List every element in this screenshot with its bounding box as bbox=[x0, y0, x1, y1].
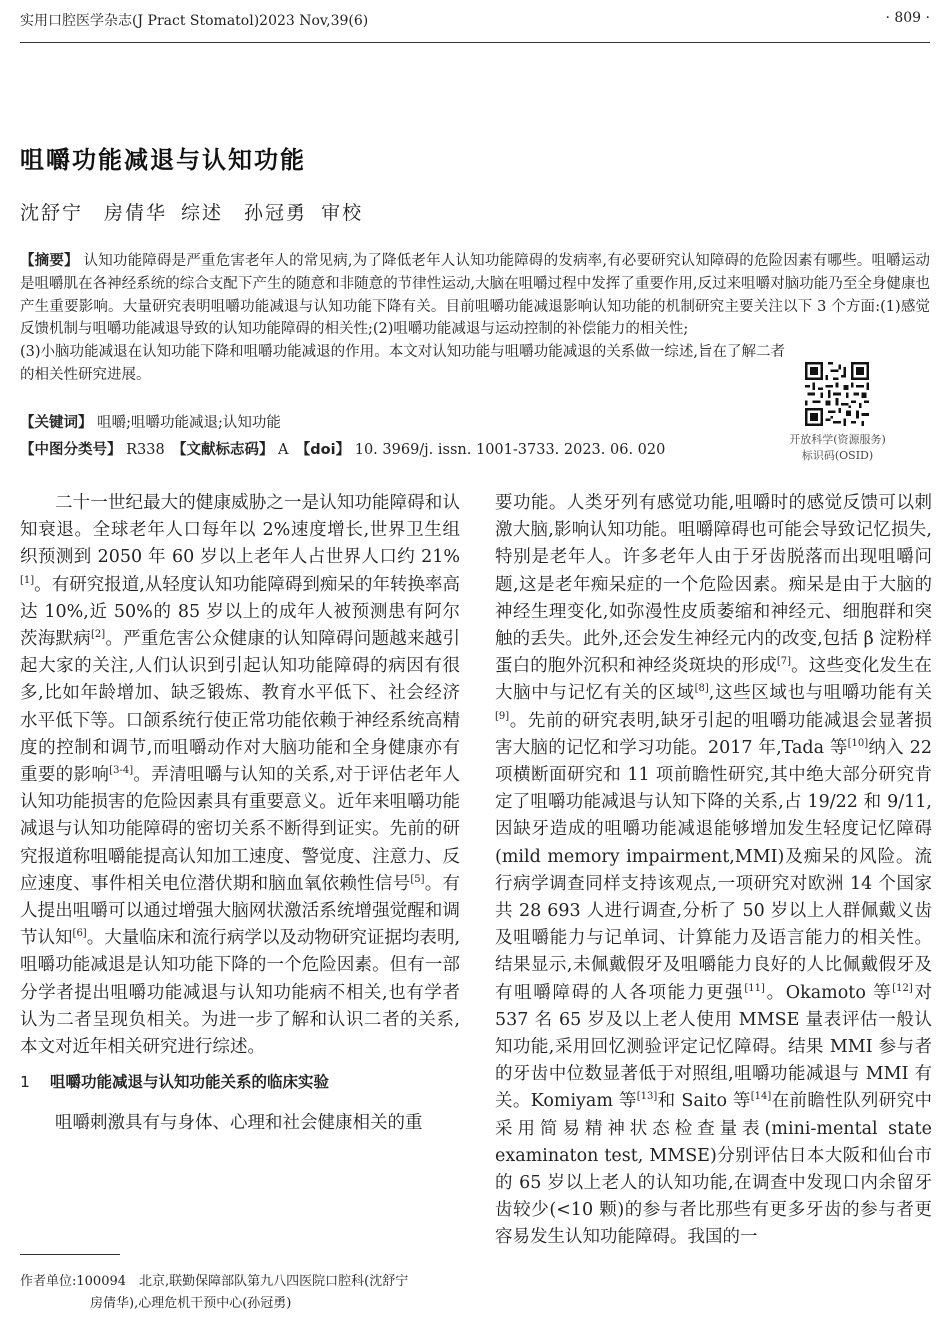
text-run: 在前瞻性队列研究中采用简易精神状态检查量表(mini-mental state examinaton test, MMSE)分别评估日本大阪和仙台市的 65 岁以上老人的认知功能,在调查中发现口内余留牙齿较少(<10 颗)的参与者比那些有更多牙齿的参与者更容易发生认知功能障碍。我国的一 bbox=[495, 1091, 932, 1248]
text-run: 二十一世纪最大的健康威胁之一是认知功能障碍和认知衰退。全球老年人口每年以 2%速度增长,世界卫生组织预测到 2050 年 60 岁以上老年人占世界人口约 21% bbox=[20, 493, 460, 568]
doi-label: 【doi】 bbox=[303, 442, 351, 458]
abstract bbox=[20, 250, 930, 387]
abstract-label: 【摘要】 bbox=[20, 253, 79, 269]
document-code-value: A bbox=[273, 442, 304, 458]
page-number: · 809 · bbox=[885, 10, 930, 26]
text-run: 。Okamoto 等 bbox=[764, 982, 893, 1003]
citation-ref[interactable]: [12] bbox=[892, 982, 913, 994]
section-number: 1 bbox=[20, 1073, 30, 1092]
citation-ref[interactable]: [8] bbox=[694, 683, 709, 695]
text-run: 。大量临床和流行病学以及动物研究证据均表明,咀嚼功能减退是认知功能下降的一个危险因素。但有一部分学者提出咀嚼功能减退与认知功能病不相关,也有学者认为二者呈现负相关。为进一步了解和认识二者的关系,本文对近年相关研究进行综述。 bbox=[20, 928, 461, 1058]
body-right-column bbox=[495, 490, 932, 1252]
qr-caption bbox=[775, 432, 900, 464]
continued-paragraph bbox=[495, 490, 932, 1252]
text-run: 。先前的研究表明,缺牙引起的咀嚼功能减退会显著损害大脑的记忆和学习功能。2017 年,Tada 等 bbox=[495, 710, 932, 758]
article-title: 咀嚼功能减退与认知功能 bbox=[20, 146, 306, 174]
text-run: 和 Saito 等 bbox=[657, 1091, 751, 1112]
citation-ref[interactable]: [5] bbox=[410, 873, 425, 885]
text-run: 对 537 名 65 岁及以上老人使用 MMSE 量表评估一般认知功能,采用回忆测验评定记忆障碍。结果 MMI 参与者的牙齿中位数显著低于对照组,咀嚼功能减退与 MMI 有关。Komiyam 等 bbox=[495, 982, 932, 1112]
citation-ref[interactable]: [13] bbox=[636, 1091, 658, 1103]
citation-ref[interactable]: [6] bbox=[72, 928, 87, 940]
classification-line bbox=[20, 439, 665, 461]
abstract-text-continued: (3)小脑功能减退在认知功能下降和咀嚼功能减退的作用。本文对认知功能与咀嚼功能减退的关系做一综述,旨在了解二者的相关性研究进展。 bbox=[20, 344, 785, 383]
footnote-line1: 作者单位:100094 北京,联勤保障部队第九八四医院口腔科(沈舒宁 bbox=[20, 1274, 409, 1289]
journal-citation: 实用口腔医学杂志(J Pract Stomatol)2023 Nov,39(6) bbox=[20, 13, 369, 29]
citation-ref[interactable]: [14] bbox=[750, 1091, 772, 1103]
header-rule bbox=[20, 42, 930, 43]
document-code-label: 【文献标志码】 bbox=[179, 442, 274, 458]
text-run: 要功能。人类牙列有感觉功能,咀嚼时的感觉反馈可以刺激大脑,影响认知功能。咀嚼障碍也可能会导致记忆损失,特别是老年人。许多老年人由于牙齿脱落而出现咀嚼问题,这是老年痴呆症的一个危险因素。痴呆是由于大脑的神经生理变化,如弥漫性皮质萎缩和神经元、细胞群和突触的丢失。此外,还会发生神经元内的改变,包括 β 淀粉样蛋白的胞外沉积和神经炎斑块的形成 bbox=[495, 493, 932, 677]
footnote-rule bbox=[20, 1254, 120, 1255]
citation-ref[interactable]: [9] bbox=[495, 710, 510, 722]
qr-code-icon[interactable] bbox=[805, 362, 869, 426]
text-run: 。有人提出咀嚼可以通过增强大脑网状激活系统增强觉醒和调节认知 bbox=[20, 873, 461, 949]
keywords-label: 【关键词】 bbox=[20, 415, 93, 431]
keywords bbox=[20, 412, 281, 434]
qr-caption-line2: 标识码(OSID) bbox=[801, 449, 874, 462]
text-run: 。这些变化发生在大脑中与记忆有关的区域 bbox=[495, 656, 933, 704]
text-run: 。有研究报道,从轻度认知功能障碍到痴呆的年转换率高达 10%,近 50%的 85 岁以上的成年人被预测患有阿尔茨海默病 bbox=[20, 574, 460, 650]
section-paragraph: 咀嚼刺激具有与身体、心理和社会健康相关的重 bbox=[55, 1113, 423, 1134]
running-header bbox=[20, 10, 930, 40]
text-run: ,这些区域也与咀嚼功能有关 bbox=[708, 683, 933, 704]
clc-value: R338 bbox=[121, 442, 180, 458]
intro-paragraph bbox=[20, 490, 460, 1061]
text-run: 纳入 22 项横断面研究和 11 项前瞻性研究,其中绝大部分研究肯定了咀嚼功能减退与认知下降的关系,占 19/22 和 9/11,因缺牙造成的咀嚼功能减退能够增加发生轻度记忆障碍(mild memory impairment,MMI)及痴呆的风险。流行病学调查同样支持该观点,一项研究对欧洲 14 个国家共 28 693 人进行调查,分析了 50 岁以上人群佩戴义齿及咀嚼能力与记单词、计算能力及语言能力的相关性。结果显示,未佩戴假牙及咀嚼能力良好的人比佩戴假牙及有咀嚼障碍的人各项能力更强 bbox=[495, 737, 932, 1003]
keywords-text: 咀嚼;咀嚼功能减退;认知功能 bbox=[92, 415, 281, 431]
text-run: 。弄清咀嚼与认知的关系,对于评估老年人认知功能损害的危险因素具有重要意义。近年来咀嚼功能减退与认知功能障碍的密切关系不断得到证实。先前的研究报道称咀嚼能提高认知加工速度、警觉度、注意力、反应速度、事件相关电位潜伏期和脑血氧依赖性信号 bbox=[20, 765, 461, 894]
abstract-text: 认知功能障碍是严重危害老年人的常见病,为了降低老年人认知功能障碍的发病率,有必要研究认知障碍的危险因素有哪些。咀嚼运动是咀嚼肌在各神经系统的综合支配下产生的随意和非随意的节律性运动,大脑在咀嚼过程中发挥了重要作用,反过来咀嚼对脑功能乃至全身健康也产生重要影响。大量研究表明咀嚼功能减退与认知功能下降有关。目前咀嚼功能减退影响认知功能的机制研究主要关注以下 3 个方面:(1)感觉反馈机制与咀嚼功能减退导致的认知功能障碍的相关性;(2)咀嚼功能减退与运动控制的补偿能力的相关性; bbox=[20, 253, 931, 338]
author-line: 沈舒宁 房倩华 综述 孙冠勇 审校 bbox=[20, 202, 364, 224]
qr-caption-line1: 开放科学(资源服务) bbox=[789, 433, 886, 446]
body-left-column bbox=[20, 490, 460, 1138]
citation-ref[interactable]: [3-4] bbox=[109, 765, 134, 777]
doi-value: 10. 3969/j. issn. 1001-3733. 2023. 06. 020 bbox=[350, 442, 666, 458]
citation-ref[interactable]: [1] bbox=[20, 574, 35, 586]
section-heading bbox=[20, 1069, 460, 1096]
author-affiliation-footnote bbox=[20, 1271, 460, 1315]
text-run: 。严重危害公众健康的认知障碍问题越来越引起大家的关注,人们认识到引起认知功能障碍的病因有很多,比如年龄增加、缺乏锻炼、教育水平低下、社会经济水平低下等。口颌系统行使正常功能依赖于神经系统高精度的控制和调节,而咀嚼动作对大脑功能和全身健康亦有重要的影响 bbox=[20, 629, 461, 786]
section-title: 咀嚼功能减退与认知功能关系的临床实验 bbox=[50, 1073, 330, 1092]
citation-ref[interactable]: [7] bbox=[776, 656, 792, 668]
citation-ref[interactable]: [10] bbox=[847, 737, 869, 749]
footnote-line2: 房倩华),心理危机干预中心(孙冠勇) bbox=[90, 1296, 292, 1311]
citation-ref[interactable]: [11] bbox=[744, 982, 765, 994]
citation-ref[interactable]: [2] bbox=[90, 629, 106, 641]
clc-label: 【中图分类号】 bbox=[20, 442, 122, 458]
